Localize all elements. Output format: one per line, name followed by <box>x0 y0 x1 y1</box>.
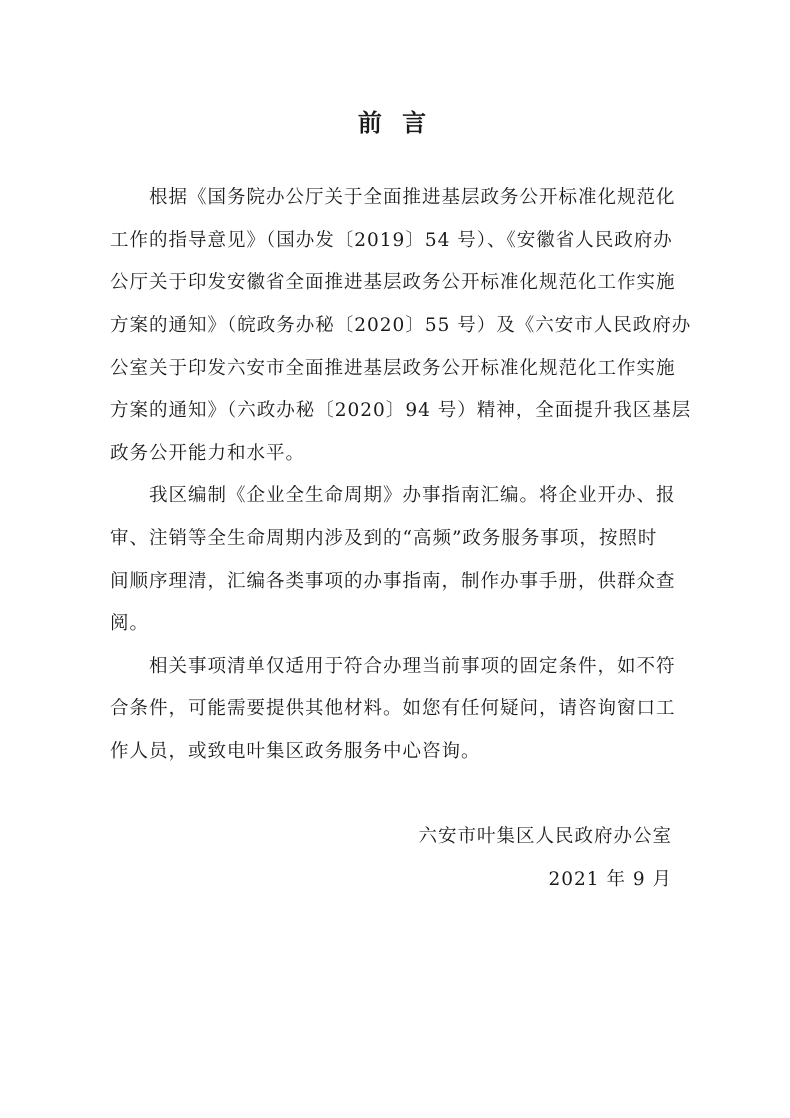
body-line: 工作的指导意见》（国办发〔2019〕54 号）、《安徽省人民政府办 <box>110 230 673 251</box>
body-line: 阅。 <box>110 613 150 634</box>
body-line: 间顺序理清，汇编各类事项的办事指南，制作办事手册，供群众查 <box>110 571 676 592</box>
body-line: 根据《国务院办公厅关于全面推进基层政务公开标准化规范化 <box>110 187 676 208</box>
issuer-name: 六安市叶集区人民政府办公室 <box>418 826 672 847</box>
body-line: 审、注销等全生命周期内涉及到的“高频”政务服务事项，按照时 <box>110 528 658 549</box>
body-line: 方案的通知》（皖政务办秘〔2020〕55 号）及《六安市人民政府办 <box>110 315 692 336</box>
body-line: 公厅关于印发安徽省全面推进基层政务公开标准化规范化工作实施 <box>110 272 676 293</box>
body-line: 作人员，或致电叶集区政务服务中心咨询。 <box>110 741 481 762</box>
issue-date: 2021 年 9 月 <box>548 869 672 890</box>
body-line: 方案的通知》（六政办秘〔2020〕94 号）精神，全面提升我区基层 <box>110 400 692 421</box>
body-line: 相关事项清单仅适用于符合办理当前事项的固定条件，如不符 <box>110 656 676 677</box>
body-line: 我区编制《企业全生命周期》办事指南汇编。将企业开办、报 <box>110 485 676 506</box>
body-line: 政务公开能力和水平。 <box>110 443 306 464</box>
document-title: 前 言 <box>357 108 433 137</box>
body-line: 合条件，可能需要提供其他材料。如您有任何疑问，请咨询窗口工 <box>110 698 676 719</box>
body-line: 公室关于印发六安市全面推进基层政务公开标准化规范化工作实施 <box>110 358 676 379</box>
